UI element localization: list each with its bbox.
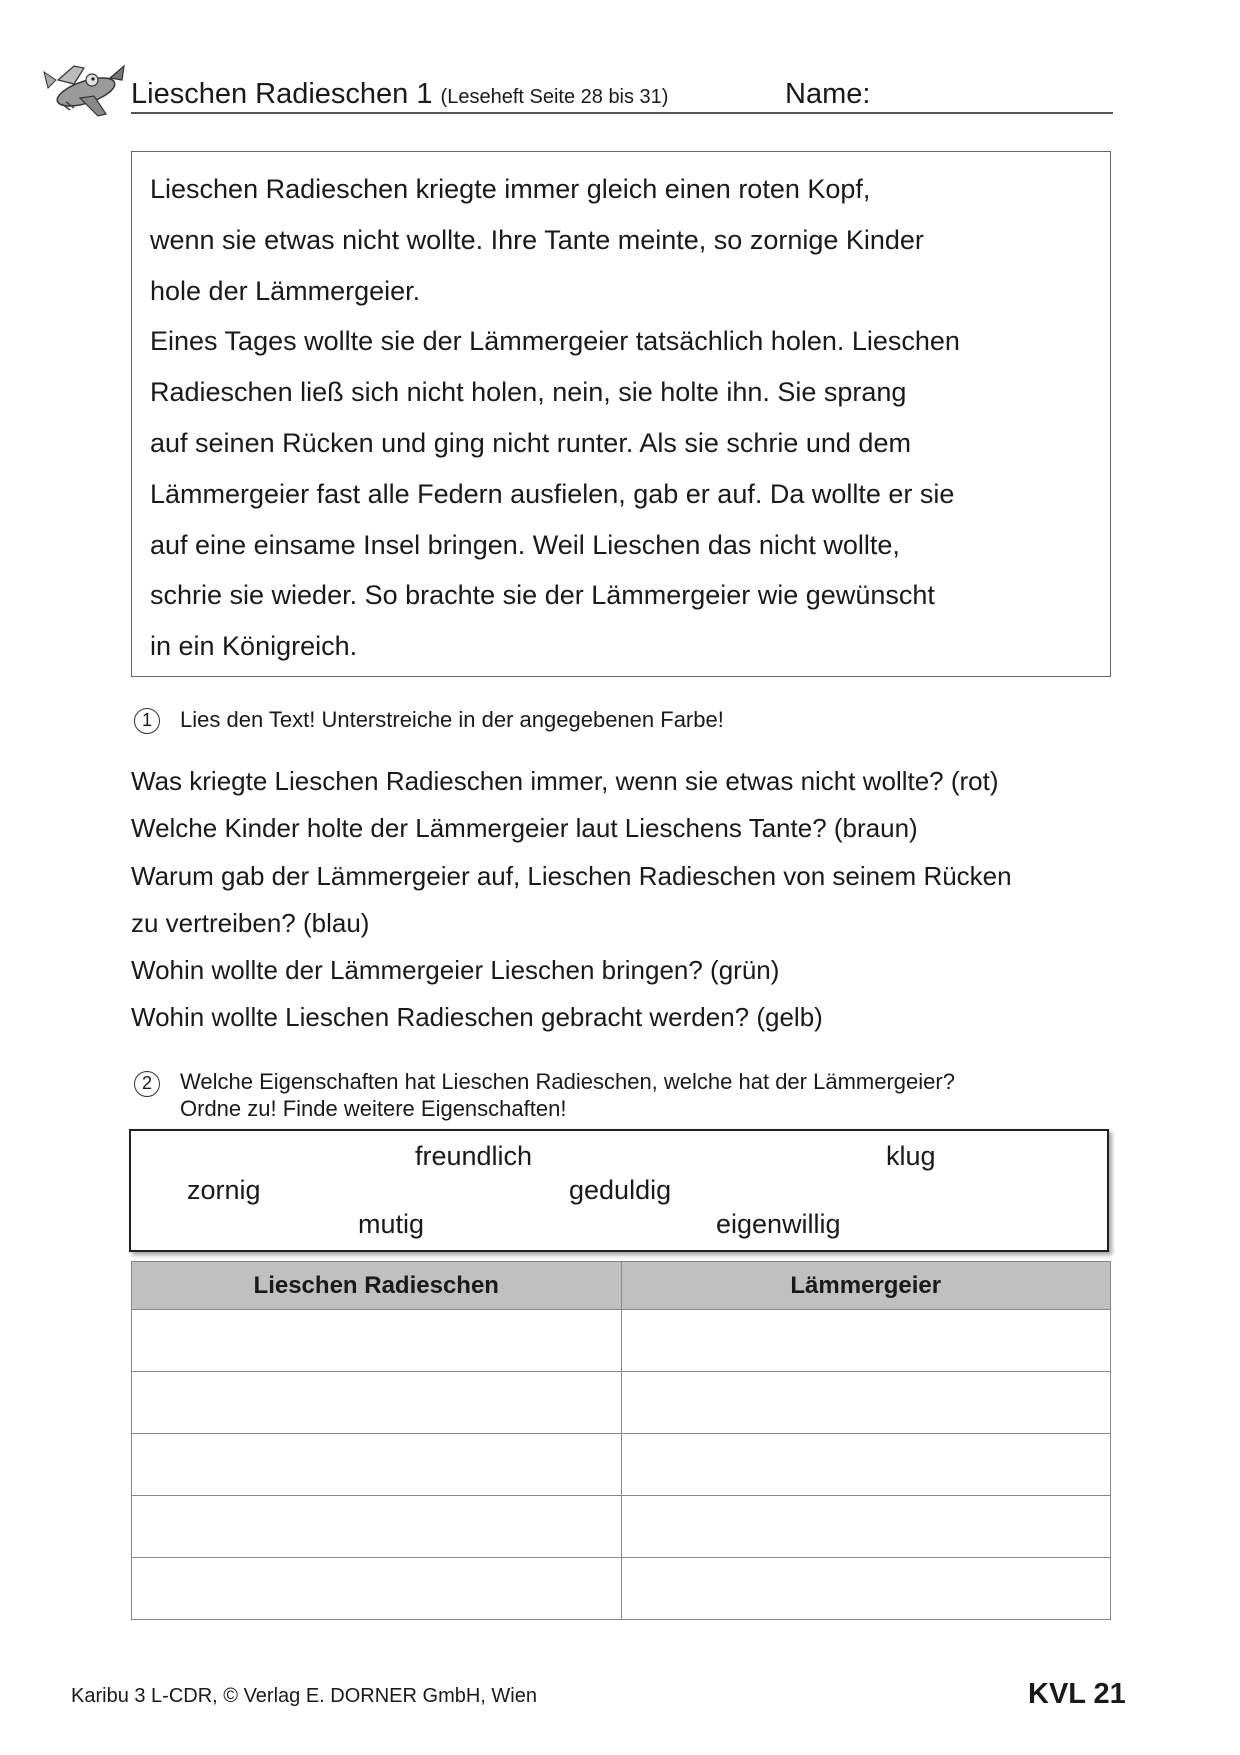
question-line: Was kriegte Lieschen Radieschen immer, wenn sie etwas nicht wollte? (rot) <box>131 766 999 796</box>
name-line <box>131 112 1113 114</box>
page-title-sub: (Leseheft Seite 28 bis 31) <box>440 86 669 108</box>
answer-cell[interactable] <box>132 1310 622 1372</box>
story-line: auf eine einsame Insel bringen. Weil Lieschen das nicht wollte, <box>150 529 900 560</box>
table-row <box>132 1372 1111 1434</box>
page-title <box>131 78 668 111</box>
table-row <box>132 1558 1111 1620</box>
answer-cell[interactable] <box>621 1310 1111 1372</box>
answer-cell[interactable] <box>621 1496 1111 1558</box>
task-number-1: 1 <box>134 708 160 734</box>
table-row <box>132 1496 1111 1558</box>
table-header-row <box>132 1262 1111 1310</box>
story-line: wenn sie etwas nicht wollte. Ihre Tante meinte, so zornige Kinder <box>150 224 924 255</box>
word-klug: klug <box>886 1141 936 1171</box>
task-number-2: 2 <box>134 1071 160 1097</box>
question-line: Wohin wollte Lieschen Radieschen gebracht werden? (gelb) <box>131 1002 823 1033</box>
answer-cell[interactable] <box>132 1558 622 1620</box>
answer-cell[interactable] <box>132 1372 622 1434</box>
question-line: Wohin wollte der Lämmergeier Lieschen bringen? (grün) <box>131 955 780 986</box>
answer-table <box>131 1261 1111 1620</box>
word-eigenwillig: eigenwillig <box>716 1209 841 1239</box>
story-text <box>150 164 1090 672</box>
column-header-laemmergeier: Lämmergeier <box>621 1262 1111 1310</box>
table-row <box>132 1310 1111 1372</box>
word-geduldig: geduldig <box>569 1175 672 1205</box>
question-line: zu vertreiben? (blau) <box>131 907 370 938</box>
page-title-main: Lieschen Radieschen 1 <box>131 78 433 110</box>
answer-cell[interactable] <box>132 1496 622 1558</box>
task2-instruction-line: Ordne zu! Finde weitere Eigenschaften! <box>180 1096 567 1121</box>
story-line: Lieschen Radieschen kriegte immer gleich einen roten Kopf, <box>150 174 871 204</box>
word-freundlich: freundlich <box>415 1141 533 1171</box>
story-line: Eines Tages wollte sie der Lämmergeier tatsächlich holen. Lieschen <box>150 326 960 357</box>
story-line: schrie sie wieder. So brachte sie der Lämmergeier wie gewünscht <box>150 580 935 611</box>
story-line: hole der Lämmergeier. <box>150 275 421 306</box>
task2-instruction-line: Welche Eigenschaften hat Lieschen Radieschen, welche hat der Lämmergeier? <box>180 1069 955 1094</box>
story-line: auf seinen Rücken und ging nicht runter. Als sie schrie und dem <box>150 427 911 458</box>
answer-cell[interactable] <box>132 1434 622 1496</box>
story-line: in ein Königreich. <box>150 631 358 662</box>
task2-instruction <box>180 1068 955 1122</box>
story-line: Lämmergeier fast alle Federn ausfielen, gab er auf. Da wollte er sie <box>150 478 955 509</box>
answer-cell[interactable] <box>621 1434 1111 1496</box>
footer-copyright: Karibu 3 L-CDR, © Verlag E. DORNER GmbH, Wien <box>71 1685 537 1707</box>
word-mutig: mutig <box>358 1209 425 1239</box>
footer-page-code: KVL 21 <box>1028 1678 1126 1710</box>
name-label: Name: <box>785 78 871 110</box>
story-line: Radieschen ließ sich nicht holen, nein, sie holte ihn. Sie sprang <box>150 377 907 408</box>
table-row <box>132 1434 1111 1496</box>
column-header-lieschen: Lieschen Radieschen <box>132 1262 622 1310</box>
word-zornig: zornig <box>187 1175 261 1205</box>
task1-instruction: Lies den Text! Unterstreiche in der angegebenen Farbe! <box>180 707 724 732</box>
question-line: Warum gab der Lämmergeier auf, Lieschen Radieschen von seinem Rücken <box>131 860 1012 891</box>
question-list <box>131 758 1111 1042</box>
answer-cell[interactable] <box>621 1558 1111 1620</box>
answer-cell[interactable] <box>621 1372 1111 1434</box>
question-line: Welche Kinder holte der Lämmergeier laut Lieschens Tante? (braun) <box>131 813 918 844</box>
airplane-logo-icon <box>40 58 126 122</box>
